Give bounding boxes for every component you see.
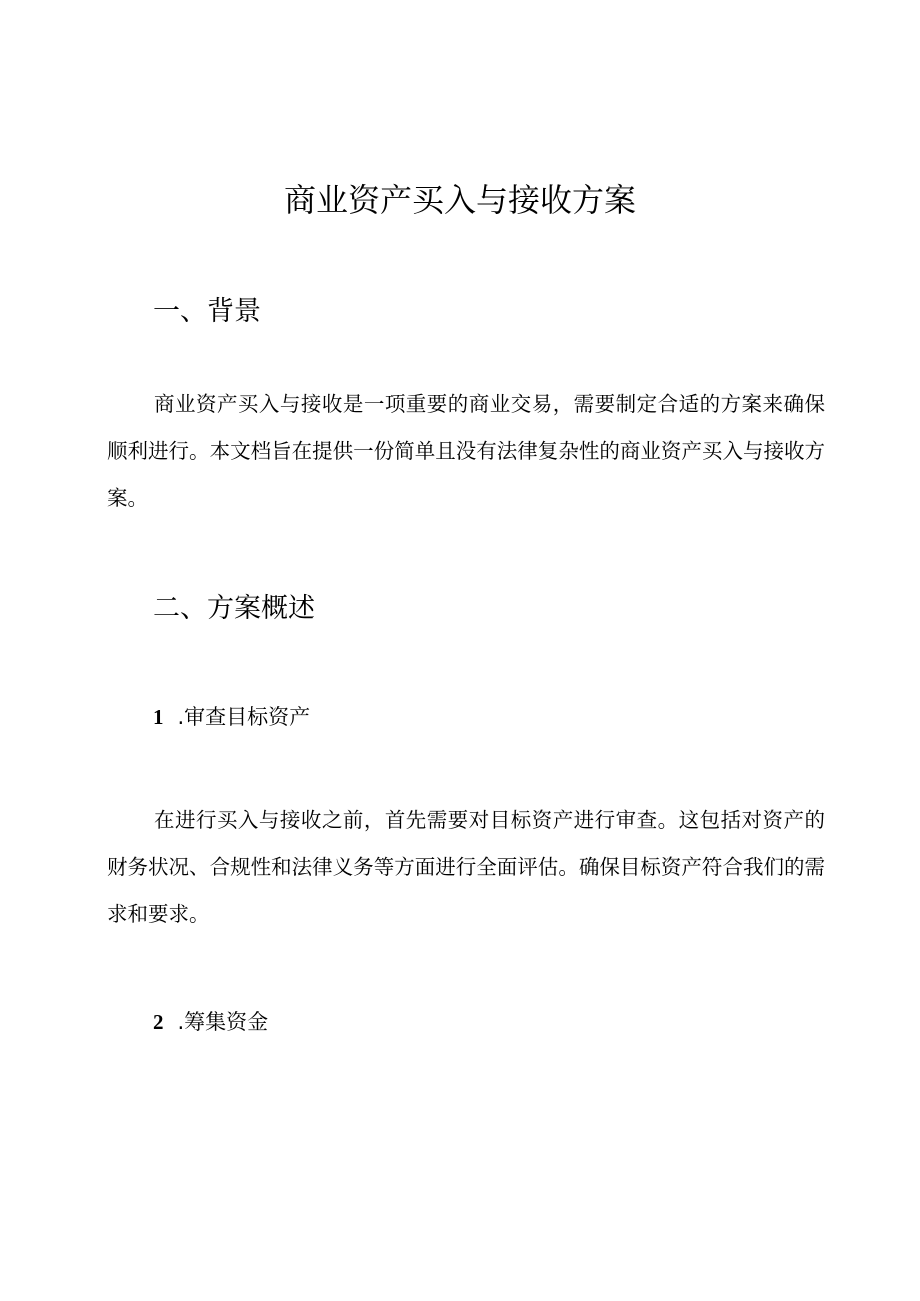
subsection-heading-funding [153,1006,268,1038]
section-heading-overview: 二、方案概述 [153,593,315,624]
subsection-title: .筹集资金 [177,1010,269,1034]
subsection-number: 2 [153,1010,164,1034]
document-title: 商业资产买入与接收方案 [283,181,636,219]
subsection-number: 1 [153,705,164,729]
subsection-title: .审查目标资产 [177,705,311,729]
review-paragraph: 在进行买入与接收之前，首先需要对目标资产进行审查。这包括对资产的财务状况、合规性和法律义务等方面进行全面评估。确保目标资产符合我们的需求和要求。 [107,808,825,926]
section-heading-background: 一、背景 [153,296,261,327]
background-paragraph: 商业资产买入与接收是一项重要的商业交易，需要制定合适的方案来确保顺利进行。本文档旨在提供一份简单且没有法律复杂性的商业资产买入与接收方案。 [107,392,825,510]
subsection-heading-review [153,701,310,733]
